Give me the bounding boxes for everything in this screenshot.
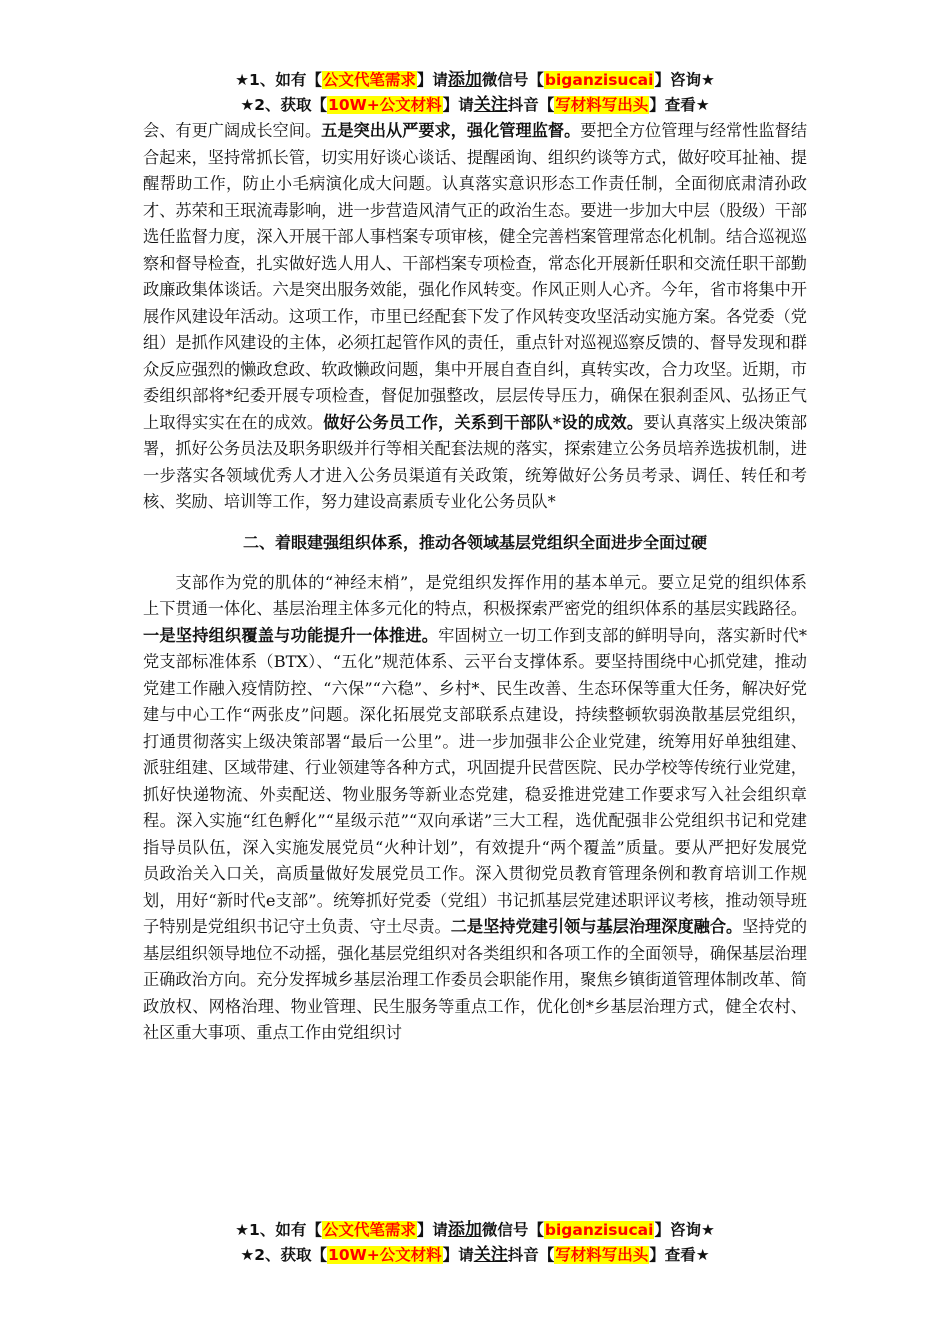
banner-line-2: ★2、获取【10W+公文材料】请关注抖音【写材料写出头】查看★ <box>240 95 710 115</box>
banner-line-2-bottom: ★2、获取【10W+公文材料】请关注抖音【写材料写出头】查看★ <box>240 1245 710 1265</box>
bottom-banner <box>0 1218 950 1268</box>
highlight-douyin: 写材料写出头 <box>555 1246 649 1264</box>
document-body <box>143 118 807 1047</box>
banner-line-1-bottom: ★1、如有【公文代笔需求】请添加微信号【biganzisucai】咨询★ <box>235 1220 715 1240</box>
highlight-materials: 10W+公文材料 <box>328 96 442 114</box>
highlight-service: 公文代笔需求 <box>322 71 416 89</box>
section-heading: 二、着眼建强组织体系，推动各领域基层党组织全面进步全面过硬 <box>242 532 707 552</box>
highlight-materials: 10W+公文材料 <box>328 1246 442 1264</box>
highlight-wechat-id: biganzisucai <box>544 71 654 89</box>
banner-line-1: ★1、如有【公文代笔需求】请添加微信号【biganzisucai】咨询★ <box>235 70 715 90</box>
paragraph-1: 会、有更广阔成长空间。五是突出从严要求，强化管理监督。要把全方位管理与经常性监督结合起来，坚持常抓长管，切实用好谈心谈话、提醒函询、组织约谈等方式，做好咬耳扯袖、提醒帮助工作，防止小毛病演化成大问题。认真落实意识形态工作责任制，全面彻底肃清孙政才、苏荣和王珉流毒影响，进一步营造风清气正的政治生态。要进一步加大中层（股级）干部选任监督力度，深入开展干部人事档案专项审核，健全完善档案管理常态化机制。结合巡视巡察和督导检查，扎实做好选人用人、干部档案专项检查，常态化开展新任职和交流任职干部勤政廉政集体谈话。六是突出服务效能，强化作风转变。作风正则人心齐。今年，省市将集中开展作风建设年活动。这项工作，市里已经配套下发了作风转变攻坚活动实施方案。各党委（党组）是抓作风建设的主体，必须扛起管作风的责任，重点针对巡视巡察反馈的、督导发现和群众反应强烈的懒政怠政、软政懒政问题，集中开展自查自纠，真转实改，合力攻坚。近期，市委组织部将*纪委开展专项检查，督促加强整改，层层传导压力，确保在狠刹歪风、弘扬正气上取得实实在在的成效。做好公务员工作，关系到干部队*设的成效。要认真落实上级决策部署，抓好公务员法及职务职级并行等相关配套法规的落实，探索建立公务员培养选拔机制，进一步落实各领域优秀人才进入公务员渠道有关政策，统筹做好公务员考录、调任、转任和考核、奖励、培训等工作，努力建设高素质专业化公务员队* <box>143 121 808 511</box>
highlight-douyin: 写材料写出头 <box>555 96 649 114</box>
highlight-service: 公文代笔需求 <box>322 1221 416 1239</box>
paragraph-2: 支部作为党的肌体的“神经末梢”，是党组织发挥作用的基本单元。要立足党的组织体系上下贯通一体化、基层治理主体多元化的特点，积极探索严密党的组织体系的基层实践路径。一是坚持组织覆盖与功能提升一体推进。牢固树立一切工作到支部的鲜明导向，落实新时代*党支部标准体系（BTX）、“五化”规范体系、云平台支撑体系。要坚持围绕中心抓党建，推动党建工作融入疫情防控、“六保”“六稳”、乡村*、民生改善、生态环保等重大任务，解决好党建与中心工作“两张皮”问题。深化拓展党支部联系点建设，持续整顿软弱涣散基层党组织，打通贯彻落实上级决策部署“最后一公里”。进一步加强非公企业党建，统筹用好单独组建、派驻组建、区域带建、行业领建等各种方式，巩固提升民营医院、民办学校等传统行业党建，抓好快递物流、外卖配送、物业服务等新业态党建，稳妥推进党建工作要求写入社会组织章程。深入实施“红色孵化”“星级示范”“双向承诺”三大工程，选优配强非公党组织书记和党建指导员队伍，深入实施发展党员“火种计划”，有效提升“两个覆盖”质量。要从严把好发展党员政治关入口关，高质量做好发展党员工作。深入贯彻党员教育管理条例和教育培训工作规划，用好“新时代e支部”。统筹抓好党委（党组）书记抓基层党建述职评议考核，推动领导班子特别是党组织书记守土负责、守土尽责。二是坚持党建引领与基层治理深度融合。坚持党的基层组织领导地位不动摇，强化基层党组织对各类组织和各项工作的全面领导，确保基层治理正确政治方向。充分发挥城乡基层治理工作委员会职能作用，聚焦乡镇街道管理体制改革、简政放权、网格治理、物业管理、民生服务等重点工作，优化创*乡基层治理方式，健全农村、社区重大事项、重点工作由党组织讨 <box>143 572 808 1042</box>
top-banner <box>0 68 950 118</box>
highlight-wechat-id: biganzisucai <box>544 1221 654 1239</box>
